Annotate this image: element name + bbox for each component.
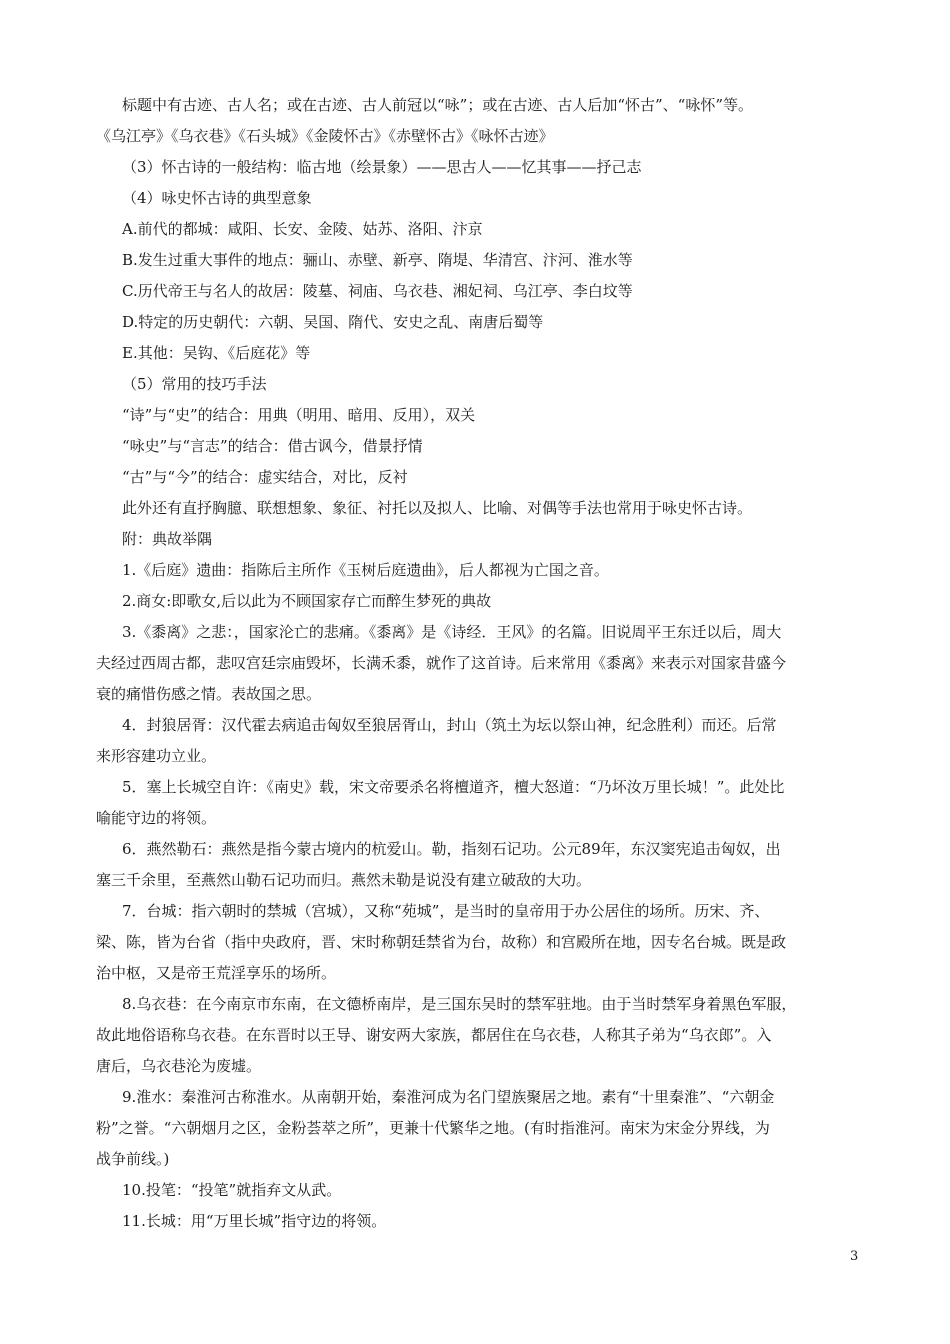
document-body <box>96 90 868 1237</box>
text-line: “咏史”与“言志”的结合：借古讽今，借景抒情 <box>122 437 423 455</box>
text-line: 8.乌衣巷：在今南京市东南，在文德桥南岸，是三国东吴时的禁军驻地。由于当时禁军身着黑色军服， <box>122 995 797 1013</box>
text-line: 梁、陈，皆为台省（指中央政府，晋、宋时称朝廷禁省为台，故称）和宫殿所在地，因专名台城。既是政 <box>96 933 787 951</box>
text-line: 故此地俗语称乌衣巷。在东晋时以王导、谢安两大家族，都居住在乌衣巷，人称其子弟为“乌衣郎”。入 <box>96 1026 772 1044</box>
text-line: （3）怀古诗的一般结构：临古地（绘景象）——思古人——忆其事——抒己志 <box>122 158 642 176</box>
text-line: 衰的痛惜伤感之情。表故国之思。 <box>96 685 322 703</box>
text-line: B.发生过重大事件的地点：骊山、赤壁、新亭、隋堤、华清宫、汴河、淮水等 <box>122 251 633 269</box>
text-line: （4）咏史怀古诗的典型意象 <box>122 189 312 207</box>
text-line: A.前代的都城：咸阳、长安、金陵、姑苏、洛阳、汴京 <box>122 220 483 238</box>
text-line: 塞三千余里，至燕然山勒石记功而归。燕然未勒是说没有建立破敌的大功。 <box>96 871 592 889</box>
text-line: 粉”之誉。“六朝烟月之区，金粉荟萃之所”，更兼十代繁华之地。(有时指淮河。南宋为宋金分界线，为 <box>96 1119 770 1137</box>
text-line: 喻能守边的将领。 <box>96 809 217 827</box>
text-line: 附：典故举隅 <box>122 530 213 548</box>
text-line: 7．台城：指六朝时的禁城（宫城），又称“苑城”，是当时的皇帝用于办公居住的场所。历宋、齐、 <box>122 902 770 920</box>
text-line: 战争前线。) <box>96 1150 170 1168</box>
text-line: “古”与“今”的结合：虚实结合，对比，反衬 <box>122 468 408 486</box>
text-line: 夫经过西周古都，悲叹宫廷宗庙毁坏，长满禾黍，就作了这首诗。后来常用《黍离》来表示对国家昔盛今 <box>96 654 787 672</box>
text-line: 10.投笔：“投笔”就指弃文从武。 <box>122 1181 342 1199</box>
text-line: 来形容建功立业。 <box>96 747 217 765</box>
text-line: E.其他：吴钩、《后庭花》等 <box>122 344 311 362</box>
text-line: 《乌江亭》《乌衣巷》《石头城》《金陵怀古》《赤壁怀古》《咏怀古迹》 <box>96 127 554 145</box>
text-line: D.特定的历史朝代：六朝、吴国、隋代、安史之乱、南唐后蜀等 <box>122 313 544 331</box>
text-line: （5）常用的技巧手法 <box>122 375 267 393</box>
text-line: 唐后，乌衣巷沦为废墟。 <box>96 1057 262 1075</box>
page-number: 3 <box>850 1249 859 1264</box>
text-line: 9.淮水：秦淮河古称淮水。从南朝开始，秦淮河成为名门望族聚居之地。素有“十里秦淮”、“六朝金 <box>122 1088 775 1106</box>
text-line: 标题中有古迹、古人名；或在古迹、古人前冠以“咏”；或在古迹、古人后加“怀古”、“咏怀”等。 <box>122 96 754 114</box>
text-line: 5．塞上长城空自许：《南史》载，宋文帝要杀名将檀道齐，檀大怒道：“乃坏汝万里长城！”。此处比 <box>122 778 785 796</box>
text-line: 6．燕然勒石：燕然是指今蒙古境内的杭爱山。勒，指刻石记功。公元89年，东汉窦宪追击匈奴，出 <box>122 840 781 858</box>
text-line: 1.《后庭》遗曲：指陈后主所作《玉树后庭遗曲》，后人都视为亡国之音。 <box>122 561 609 579</box>
text-line: 治中枢，又是帝王荒淫享乐的场所。 <box>96 964 337 982</box>
text-line: 3.《黍离》之悲：，国家沦亡的悲痛。《黍离》是《诗经．王风》的名篇。旧说周平王东迁以后，周大 <box>122 623 782 641</box>
text-line: C.历代帝王与名人的故居：陵墓、祠庙、乌衣巷、湘妃祠、乌江亭、李白坟等 <box>122 282 633 300</box>
text-line: “诗”与“史”的结合：用典（明用、暗用、反用），双关 <box>122 406 476 424</box>
text-line: 2.商女:即歌女,后以此为不顾国家存亡而醉生梦死的典故 <box>122 592 492 610</box>
text-line: 4．封狼居胥：汉代霍去病追击匈奴至狼居胥山，封山（筑土为坛以祭山神，纪念胜利）而还。后常 <box>122 716 777 734</box>
text-line: 此外还有直抒胸臆、联想想象、象征、衬托以及拟人、比喻、对偶等手法也常用于咏史怀古诗。 <box>122 499 753 517</box>
text-line: 11.长城：用“万里长城”指守边的将领。 <box>122 1212 387 1230</box>
